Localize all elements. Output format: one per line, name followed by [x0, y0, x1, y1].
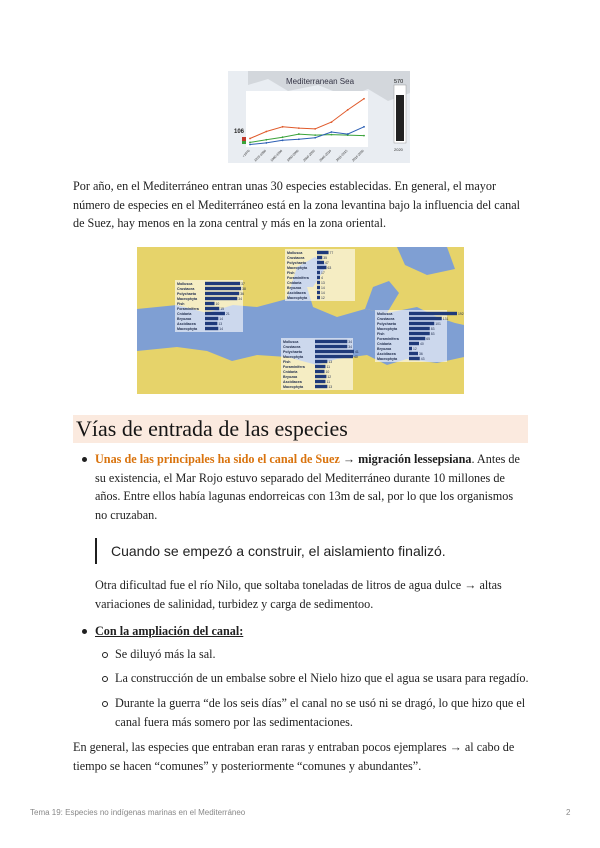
- species-label: Foraminifera: [287, 276, 309, 280]
- species-label: Mollusca: [377, 312, 393, 316]
- sub-item-guerra: Durante la guerra “de los seis días” el canal no se usó ni se dragó, lo que hizo que el canal fuera más somero por las sedimentaciones.: [115, 696, 526, 729]
- species-bar: [317, 286, 320, 289]
- x-tick-label: <1970: [241, 148, 251, 159]
- series-point-red: [331, 121, 333, 123]
- species-count: 11: [326, 380, 330, 384]
- series-point-blue: [282, 139, 284, 141]
- sub-bullet-marker: [102, 652, 108, 658]
- species-count: 12: [321, 296, 325, 300]
- paragraph-intro: Por año, en el Mediterráneo entran unas 30 especies establecidas. En general, el mayor número de especies en el Mediterráneo está en la zona levantina bajo la influencia del canal de Suez, hay menos en la zona central y más en la zona oriental.: [73, 179, 521, 231]
- species-bar: [205, 297, 237, 300]
- chart-bar-label: 2020: [394, 147, 403, 152]
- species-label: Macrophyta: [283, 355, 304, 359]
- species-count: 14: [321, 291, 325, 295]
- species-label: Macrophyta: [177, 297, 198, 301]
- species-bar: [205, 312, 225, 315]
- species-label: Polychaeta: [287, 261, 306, 265]
- species-bar: [205, 327, 218, 330]
- species-label: Cnidaria: [283, 370, 298, 374]
- x-tick-label: 1970-1980: [253, 148, 267, 163]
- species-bar: [205, 292, 239, 295]
- species-count: 34: [348, 340, 353, 344]
- species-label: Macrophyta: [177, 327, 198, 331]
- species-count: 131: [442, 317, 449, 321]
- species-count: 40: [420, 342, 424, 346]
- series-point-red: [282, 126, 284, 128]
- species-label: Fish: [377, 332, 385, 336]
- species-count: 13: [218, 322, 223, 326]
- species-bar: [315, 375, 326, 378]
- species-label: Mollusca: [283, 340, 299, 344]
- species-bar: [205, 322, 217, 325]
- sub-bullet-marker: [102, 701, 108, 707]
- species-count: 40: [354, 355, 358, 359]
- series-point-red: [314, 128, 316, 130]
- mediterranean-species-map: [137, 247, 464, 394]
- species-bar: [409, 332, 430, 335]
- series-point-red: [347, 109, 349, 111]
- species-label: Cnidaria: [377, 342, 392, 346]
- species-label: Crustacea: [287, 256, 305, 260]
- mediterranean-species-chart: [228, 71, 410, 163]
- species-bar: [317, 256, 322, 259]
- species-label: Polychaeta: [177, 292, 196, 296]
- bullet-suez-highlight: Unas de las principales ha sido el canal de Suez: [95, 452, 340, 466]
- species-count: 43: [420, 357, 425, 361]
- species-label: Polychaeta: [283, 350, 302, 354]
- arrow-text: →: [339, 452, 359, 466]
- map-species-box: [281, 338, 359, 390]
- species-count: 12: [327, 375, 332, 379]
- x-tick-label: 1980-1990: [269, 148, 284, 163]
- species-label: Crustacea: [283, 345, 301, 349]
- species-bar: [409, 317, 442, 320]
- species-count: 83: [430, 332, 435, 336]
- species-bar: [317, 281, 320, 284]
- species-bar: [315, 345, 347, 348]
- species-label: Macrophyta: [377, 357, 398, 361]
- species-bar: [315, 365, 325, 368]
- species-label: Ascidiacea: [283, 380, 302, 384]
- species-label: Bryozoa: [287, 286, 302, 290]
- map-species-box: [175, 280, 246, 332]
- species-count: 13: [328, 385, 333, 389]
- species-label: Mollusca: [177, 282, 193, 286]
- species-bar: [317, 266, 326, 269]
- series-point-green: [331, 134, 333, 136]
- series-point-blue: [265, 142, 267, 144]
- species-bar: [409, 347, 412, 350]
- species-bar: [317, 276, 320, 279]
- page-number: 2: [566, 808, 571, 817]
- species-count: 21: [225, 312, 230, 316]
- species-bar: [317, 296, 320, 299]
- chart-left-marker-green: [242, 141, 246, 144]
- species-count: 83: [430, 327, 435, 331]
- map-species-box: [285, 249, 355, 301]
- bullet-marker: [82, 457, 87, 462]
- species-label: Cnidaria: [177, 312, 192, 316]
- bullet-canal-ampliacion: Con la ampliación del canal:: [95, 624, 244, 638]
- species-count: 34: [348, 345, 353, 349]
- species-count: 77: [329, 251, 334, 255]
- species-count: 65: [426, 337, 431, 341]
- species-count: 101: [435, 322, 441, 326]
- species-count: 47: [325, 261, 329, 265]
- species-bar: [317, 261, 324, 264]
- series-point-red: [265, 131, 267, 133]
- sub-item-sal: Se diluyó más la sal.: [115, 647, 216, 661]
- species-label: Polychaeta: [377, 322, 396, 326]
- species-label: Bryozoa: [283, 375, 298, 379]
- series-point-green: [298, 133, 300, 135]
- section-heading: Vías de entrada de las especies: [73, 415, 528, 443]
- sub-bullet-marker: [102, 676, 108, 682]
- chart-bar-value: 570: [394, 79, 404, 85]
- species-bar: [205, 302, 215, 305]
- species-label: Macrophyta: [377, 327, 398, 331]
- paragraph-conclusion: En general, las especies que entraban eran raras y entraban pocos ejemplares → al cabo de tiempo se hacen “comunes” y posteriormente “comunes y abundantes”.: [73, 740, 515, 773]
- species-count: 14: [219, 317, 224, 321]
- species-bar: [409, 357, 420, 360]
- species-label: Foraminifera: [177, 307, 199, 311]
- species-count: 36: [419, 352, 423, 356]
- species-bar: [205, 287, 241, 290]
- species-label: Macrophyta: [287, 266, 308, 270]
- species-label: Ascidiacea: [377, 352, 396, 356]
- quote-block: Cuando se empezó a construir, el aislamiento finalizó.: [95, 538, 446, 564]
- species-bar: [409, 322, 434, 325]
- bullet-marker: [82, 629, 87, 634]
- species-count: 11: [326, 365, 330, 369]
- species-count: 63: [327, 266, 332, 270]
- species-label: Fish: [177, 302, 185, 306]
- species-label: Macrophyta: [287, 296, 308, 300]
- species-count: 37: [241, 282, 245, 286]
- species-count: 34: [238, 297, 243, 301]
- series-point-blue: [298, 138, 300, 140]
- x-tick-label: 1990-2000: [285, 148, 300, 163]
- x-tick-label: 2016-2020: [351, 148, 365, 163]
- species-count: 10: [325, 370, 330, 374]
- species-count: 14: [219, 327, 224, 331]
- species-count: 14: [321, 286, 325, 290]
- series-point-blue: [249, 144, 251, 146]
- species-label: Foraminifera: [283, 365, 305, 369]
- species-bar: [317, 291, 320, 294]
- species-label: Crustacea: [377, 317, 395, 321]
- species-count: 35: [323, 256, 328, 260]
- sub-item-embalse: La construcción de un embalse sobre el Nielo hizo que el agua se usara para regadío.: [115, 671, 529, 685]
- x-tick-label: 2006-2010: [318, 148, 333, 163]
- species-bar: [317, 271, 320, 274]
- series-point-red: [249, 138, 251, 140]
- species-bar: [205, 307, 219, 310]
- species-bar: [317, 251, 329, 254]
- species-label: Mollusca: [287, 251, 303, 255]
- species-bar: [409, 352, 418, 355]
- x-tick-label: 2000-2005: [302, 148, 316, 163]
- series-point-green: [282, 136, 284, 138]
- species-count: 15: [220, 307, 225, 311]
- species-count: 13: [328, 360, 333, 364]
- species-bar: [205, 317, 218, 320]
- species-label: Ascidiacea: [177, 322, 196, 326]
- species-label: Crustacea: [177, 287, 195, 291]
- series-point-red: [298, 127, 300, 129]
- species-bar: [315, 385, 327, 388]
- species-label: Fish: [287, 271, 295, 275]
- species-label: Foraminifera: [377, 337, 399, 341]
- series-point-blue: [314, 137, 316, 139]
- species-count: 13: [321, 281, 325, 285]
- species-bar: [315, 360, 327, 363]
- series-point-blue: [331, 131, 333, 133]
- species-label: Fish: [283, 360, 291, 364]
- bullet-suez: [95, 450, 527, 524]
- species-bar: [315, 355, 353, 358]
- series-point-green: [363, 135, 365, 137]
- species-bar: [409, 342, 419, 345]
- species-label: Bryozoa: [177, 317, 192, 321]
- species-bar: [409, 312, 457, 315]
- bullet-suez-term: migración lessepsiana: [358, 452, 472, 466]
- species-count: 41: [354, 350, 359, 354]
- series-point-green: [249, 142, 251, 144]
- species-count: 4: [321, 276, 323, 280]
- species-count: 38: [242, 287, 246, 291]
- series-point-blue: [363, 126, 365, 128]
- species-count: 12: [413, 347, 417, 351]
- chart-left-value: 106: [234, 129, 245, 135]
- page-footer: Tema 19: Especies no indígenas marinas en el Mediterráneo: [30, 808, 246, 817]
- chart-side-bar: [396, 95, 404, 141]
- series-point-green: [314, 134, 316, 136]
- species-bar: [409, 327, 430, 330]
- species-bar: [315, 340, 347, 343]
- species-count: 10: [215, 302, 220, 306]
- species-bar: [409, 337, 425, 340]
- species-count: 36: [240, 292, 244, 296]
- species-count: 17: [321, 271, 325, 275]
- series-point-green: [265, 139, 267, 141]
- species-bar: [315, 350, 354, 353]
- species-label: Ascidiacea: [287, 291, 306, 295]
- species-label: Cnidaria: [287, 281, 302, 285]
- species-bar: [205, 282, 240, 285]
- species-count: 192: [458, 312, 464, 316]
- species-bar: [315, 370, 325, 373]
- x-tick-label: 2011-2015: [334, 148, 349, 163]
- chart-left-marker-red: [242, 137, 246, 141]
- species-label: Macrophyta: [283, 385, 304, 389]
- chart-title: Mediterranean Sea: [286, 77, 355, 86]
- series-point-blue: [347, 133, 349, 135]
- species-label: Bryozoa: [377, 347, 392, 351]
- series-point-red: [363, 98, 365, 100]
- species-bar: [315, 380, 325, 383]
- bullet-suez-rest: . Antes de su existencia, el Mar Rojo estuvo separado del Mediterráneo durante 10 millones de años. Entre ellos había lagunas endorreicas con 13m de sal, por lo que los organismos no cruzaban.: [95, 452, 520, 522]
- paragraph-nilo: Otra dificultad fue el río Nilo, que soltaba toneladas de litros de agua dulce → altas variaciones de salinidad, turbidez y carga de sedimentoo.: [95, 578, 502, 611]
